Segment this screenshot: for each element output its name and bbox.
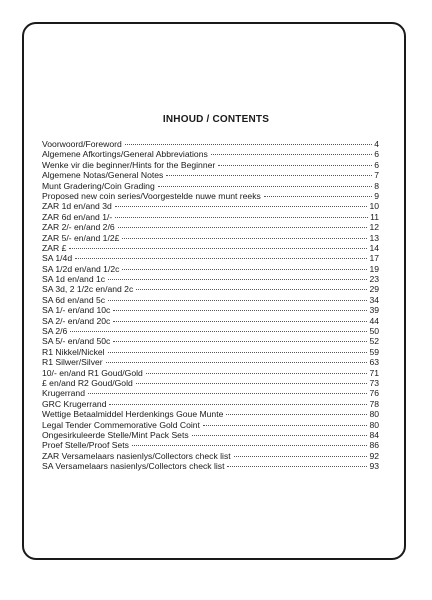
dot-leader: [108, 279, 367, 280]
toc-entry: [42, 295, 379, 305]
toc-entry-page: 29: [369, 284, 379, 295]
toc-entry-title: R1 Silwer/Silver: [42, 357, 103, 368]
toc-entry-title: Wettige Betaalmiddel Herdenkings Goue Munte: [42, 409, 224, 420]
toc-entry-page: 9: [374, 190, 379, 201]
toc-entry: [42, 316, 379, 326]
toc-entry: [42, 378, 379, 388]
toc-entry: [42, 160, 379, 170]
dot-leader: [109, 404, 367, 405]
toc-entry-title: SA 5/- en/and 50c: [42, 336, 111, 347]
dot-leader: [88, 393, 367, 394]
toc-entry-page: 78: [369, 398, 379, 409]
toc-entry: [42, 420, 379, 430]
toc-entry-title: Proposed new coin series/Voorgestelde nuwe munt reeks: [42, 190, 261, 201]
dot-leader: [113, 341, 367, 342]
toc-entry-page: 84: [369, 429, 379, 440]
toc-entry: [42, 430, 379, 440]
toc-entry: [42, 181, 379, 191]
toc-entry: [42, 212, 379, 222]
toc-entry: [42, 139, 379, 149]
contents-heading: INHOUD / CONTENTS: [162, 114, 270, 125]
toc-entry: [42, 264, 379, 274]
toc-entry: [42, 305, 379, 315]
toc-entry: [42, 399, 379, 409]
toc-entry-page: 11: [370, 211, 379, 222]
toc-entry-page: 52: [369, 336, 379, 347]
dot-leader: [113, 310, 367, 311]
dot-leader: [115, 217, 368, 218]
toc-entry: [42, 201, 379, 211]
table-of-contents: [42, 139, 379, 472]
toc-entry-page: 10: [369, 201, 379, 212]
toc-entry-page: 71: [369, 367, 379, 378]
dot-leader: [211, 154, 372, 155]
toc-entry-title: ZAR £: [42, 242, 67, 253]
toc-entry-page: 34: [369, 294, 379, 305]
toc-entry-page: 39: [369, 305, 379, 316]
toc-entry-page: 17: [369, 253, 379, 264]
toc-entry-page: 80: [369, 419, 379, 430]
dot-leader: [106, 362, 368, 363]
dot-leader: [113, 321, 367, 322]
dot-leader: [122, 238, 367, 239]
toc-entry: [42, 388, 379, 398]
toc-entry-title: ZAR 6d en/and 1/-: [42, 211, 113, 222]
toc-entry-title: ZAR 1d en/and 3d: [42, 201, 112, 212]
toc-entry-title: Voorwoord/Foreword: [42, 139, 122, 149]
dot-leader: [70, 331, 367, 332]
toc-entry: [42, 347, 379, 357]
dot-leader: [203, 425, 367, 426]
toc-entry: [42, 326, 379, 336]
dot-leader: [234, 456, 368, 457]
toc-entry-page: 8: [374, 180, 379, 191]
toc-entry: [42, 191, 379, 201]
toc-entry-title: SA 1/4d: [42, 253, 73, 264]
dot-leader: [125, 144, 372, 145]
dot-leader: [118, 227, 368, 228]
toc-entry-page: 80: [369, 409, 379, 420]
toc-entry-title: SA 2/- en/and 20c: [42, 315, 111, 326]
dot-leader: [158, 186, 372, 187]
toc-entry-page: 4: [374, 139, 379, 149]
toc-entry: [42, 368, 379, 378]
toc-entry-title: SA 3d, 2 1/2c en/and 2c: [42, 284, 134, 295]
toc-entry: [42, 243, 379, 253]
toc-entry-title: Algemene Afkortings/General Abbreviations: [42, 149, 208, 160]
toc-entry-title: ZAR 2/- en/and 2/6: [42, 222, 115, 233]
toc-entry: [42, 222, 379, 232]
toc-entry-title: Legal Tender Commemorative Gold Coint: [42, 419, 200, 430]
toc-entry-page: 93: [369, 461, 379, 472]
toc-entry-title: Munt Gradering/Coin Grading: [42, 180, 155, 191]
toc-entry-title: Wenke vir die beginner/Hints for the Beginner: [42, 159, 216, 170]
toc-entry: [42, 451, 379, 461]
toc-entry-title: £ en/and R2 Goud/Gold: [42, 377, 133, 388]
toc-entry-title: Ongesirkuleerde Stelle/Mint Pack Sets: [42, 429, 189, 440]
toc-entry-title: ZAR 5/- en/and 1/2£: [42, 232, 120, 243]
dot-leader: [227, 466, 367, 467]
toc-entry: [42, 149, 379, 159]
toc-entry-title: Krugerrand: [42, 388, 85, 399]
toc-entry-title: SA Versamelaars nasienlys/Collectors check list: [42, 461, 225, 472]
toc-entry-page: 63: [369, 357, 379, 368]
dot-leader: [108, 300, 367, 301]
toc-entry-page: 73: [369, 377, 379, 388]
toc-entry-page: 13: [369, 232, 379, 243]
toc-entry: [42, 253, 379, 263]
toc-entry: [42, 336, 379, 346]
toc-entry: [42, 461, 379, 471]
toc-entry: [42, 170, 379, 180]
toc-entry-title: SA 1/- en/and 10c: [42, 305, 111, 316]
toc-entry-page: 23: [369, 274, 379, 285]
toc-entry-page: 6: [374, 149, 379, 160]
dot-leader: [108, 352, 368, 353]
dot-leader: [122, 269, 367, 270]
dot-leader: [136, 383, 368, 384]
toc-entry-title: SA 1/2d en/and 1/2c: [42, 263, 120, 274]
toc-entry-page: 86: [369, 440, 379, 451]
toc-entry-page: 44: [369, 315, 379, 326]
dot-leader: [192, 435, 368, 436]
dot-leader: [115, 206, 368, 207]
toc-entry: [42, 409, 379, 419]
dot-leader: [166, 175, 372, 176]
toc-entry-title: R1 Nikkel/Nickel: [42, 346, 105, 357]
toc-entry-page: 6: [374, 159, 379, 170]
toc-entry-page: 59: [369, 346, 379, 357]
dot-leader: [264, 196, 372, 197]
dot-leader: [132, 445, 368, 446]
toc-entry-title: Proef Stelle/Proof Sets: [42, 440, 129, 451]
toc-entry-title: GRC Krugerrand: [42, 398, 107, 409]
toc-entry-page: 14: [369, 242, 379, 253]
dot-leader: [226, 414, 367, 415]
toc-entry-page: 7: [374, 170, 379, 181]
toc-entry-page: 50: [369, 326, 379, 337]
toc-entry: [42, 284, 379, 294]
dot-leader: [75, 258, 367, 259]
toc-entry-page: 76: [369, 388, 379, 399]
toc-entry: [42, 274, 379, 284]
toc-entry-page: 19: [369, 263, 379, 274]
toc-entry: [42, 233, 379, 243]
dot-leader: [136, 289, 367, 290]
toc-entry-page: 92: [369, 450, 379, 461]
dot-leader: [218, 165, 372, 166]
toc-entry-title: Algemene Notas/General Notes: [42, 170, 164, 181]
toc-entry-title: SA 2/6: [42, 326, 68, 337]
toc-entry: [42, 357, 379, 367]
toc-entry-page: 12: [369, 222, 379, 233]
dot-leader: [146, 373, 368, 374]
toc-entry: [42, 440, 379, 450]
dot-leader: [69, 248, 367, 249]
toc-entry-title: ZAR Versamelaars nasienlys/Collectors check list: [42, 450, 231, 461]
toc-entry-title: SA 6d en/and 5c: [42, 294, 106, 305]
toc-entry-title: 10/- en/and R1 Goud/Gold: [42, 367, 143, 378]
toc-entry-title: SA 1d en/and 1c: [42, 274, 106, 285]
